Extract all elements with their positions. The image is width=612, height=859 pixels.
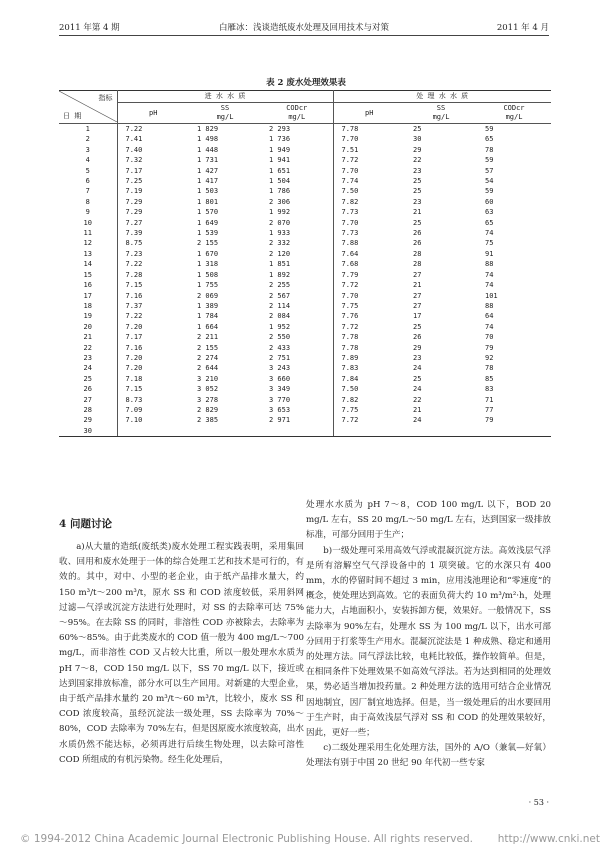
row-day-cell: 1 — [59, 124, 117, 135]
table-row — [59, 426, 551, 437]
row-day-cell: 4 — [59, 155, 117, 165]
table-cell: 1 417 — [197, 177, 219, 186]
table-cell: 2 211 — [197, 333, 219, 342]
page-number: · 53 · — [528, 798, 549, 807]
table-cell: 1 952 — [261, 322, 333, 332]
table-cell: 7.51 — [341, 145, 359, 154]
table-cell: 7.20 — [125, 364, 143, 373]
table-cell: 7.70 — [341, 135, 359, 144]
table-row — [59, 384, 551, 394]
column-header — [261, 103, 333, 124]
table-cell: 1 786 — [261, 186, 333, 196]
table-cell: 1 829 — [197, 125, 219, 133]
table-cell: 17 — [413, 312, 422, 321]
table-cell: 1 649 — [197, 218, 219, 227]
table-row — [59, 363, 551, 373]
table-cell: 7.89 — [341, 353, 359, 362]
table-cell: 25 — [413, 177, 422, 186]
table-cell: 63 — [485, 208, 494, 217]
table-row — [59, 343, 551, 353]
table-cell: 2 306 — [261, 197, 333, 207]
table-corner-cell — [59, 91, 117, 124]
table-row — [59, 322, 551, 332]
table-cell: 21 — [413, 208, 422, 217]
table-cell: 79 — [485, 416, 494, 425]
row-day-cell: 13 — [59, 249, 117, 259]
table-cell: 28 — [413, 249, 422, 258]
table-cell: 7.32 — [125, 156, 143, 165]
row-day-cell: 25 — [59, 374, 117, 384]
table-cell: 25 — [413, 125, 422, 133]
table-cell: 7.25 — [125, 177, 143, 186]
right-column — [306, 498, 551, 772]
table-row — [59, 311, 551, 321]
header-date: 2011 年 4 月 — [496, 23, 549, 33]
table-cell: 2 155 — [197, 239, 219, 248]
table-cell: 2 385 — [197, 416, 219, 425]
table-cell: 7.41 — [125, 135, 143, 144]
row-day-cell: 6 — [59, 176, 117, 186]
table-cell: 29 — [413, 145, 422, 154]
table-cell: 7.22 — [125, 260, 143, 269]
table-cell: 7.82 — [341, 197, 359, 206]
table-cell: 21 — [413, 405, 422, 414]
column-header-name: SS — [220, 104, 230, 112]
table-cell: 24 — [413, 385, 422, 394]
table-cell — [477, 426, 551, 437]
table-cell: 59 — [485, 156, 494, 165]
row-day-cell: 29 — [59, 415, 117, 425]
table-cell: 7.23 — [125, 249, 143, 258]
table-cell: 2 433 — [261, 343, 333, 353]
column-header-name: pH — [149, 108, 158, 117]
row-day-cell: 28 — [59, 405, 117, 415]
row-day-cell: 18 — [59, 301, 117, 311]
table-cell: 2 155 — [197, 343, 219, 352]
table-cell: 7.83 — [341, 364, 359, 373]
table-cell: 7.76 — [341, 312, 359, 321]
table-cell: 2 084 — [261, 311, 333, 321]
table-cell: 88 — [485, 260, 494, 269]
table-cell: 2 069 — [197, 291, 219, 300]
table-cell: 7.16 — [125, 343, 143, 352]
table-row — [59, 218, 551, 228]
row-day-cell: 23 — [59, 353, 117, 363]
table-row — [59, 249, 551, 259]
table-cell — [117, 426, 189, 437]
row-day-cell: 24 — [59, 363, 117, 373]
table-cell: 59 — [485, 125, 494, 133]
table-cell: 1 949 — [261, 145, 333, 155]
table-cell: 7.78 — [341, 125, 359, 133]
table-cell: 92 — [485, 353, 494, 362]
table-cell: 3 653 — [261, 405, 333, 415]
footer-url: http://www.cnki.net — [497, 833, 600, 845]
table-cell: 25 — [413, 322, 422, 331]
table-cell: 7.73 — [341, 229, 359, 238]
table-cell: 3 210 — [197, 374, 219, 383]
table-cell — [405, 426, 477, 437]
row-day-cell: 10 — [59, 218, 117, 228]
table-row — [59, 374, 551, 384]
column-header — [117, 103, 189, 124]
column-header-name: CODcr — [503, 104, 525, 112]
row-day-cell: 30 — [59, 426, 117, 437]
table-cell: 7.22 — [125, 125, 143, 133]
column-header — [405, 103, 477, 124]
table-cell: 74 — [485, 229, 494, 238]
table-row — [59, 280, 551, 290]
table-row — [59, 228, 551, 238]
table-cell: 1 670 — [197, 249, 219, 258]
table-cell: 7.22 — [125, 312, 143, 321]
header-article-title: 白雁冰：浅谈造纸废水处理及回用技术与对策 — [218, 23, 389, 33]
table-row — [59, 166, 551, 176]
table-cell: 2 332 — [261, 238, 333, 248]
table-cell: 7.73 — [341, 208, 359, 217]
table-cell: 2 120 — [261, 249, 333, 259]
table-cell: 1 498 — [197, 135, 219, 144]
corner-bottom-label: 日 期 — [63, 111, 82, 120]
table-cell: 7.18 — [125, 374, 143, 383]
table-cell: 28 — [413, 260, 422, 269]
table-cell: 70 — [485, 333, 494, 342]
table-cell: 64 — [485, 312, 494, 321]
table-cell: 7.72 — [341, 416, 359, 425]
table-row — [59, 259, 551, 269]
row-day-cell: 7 — [59, 186, 117, 196]
table-cell: 3 770 — [261, 395, 333, 405]
table-cell: 83 — [485, 385, 494, 394]
table-cell: 2 274 — [197, 353, 219, 362]
row-day-cell: 21 — [59, 332, 117, 342]
table-cell: 8.75 — [125, 239, 143, 248]
table-cell: 22 — [413, 156, 422, 165]
table-cell: 7.28 — [125, 270, 143, 279]
table-cell: 1 892 — [261, 270, 333, 280]
corner-top-label: 指标 — [98, 94, 113, 102]
table-cell: 71 — [485, 395, 494, 404]
table-cell: 3 278 — [197, 395, 219, 404]
table-cell: 22 — [413, 395, 422, 404]
table-cell — [189, 426, 261, 437]
table-cell: 1 784 — [197, 312, 219, 321]
table-cell: 74 — [485, 281, 494, 290]
table-row — [59, 124, 551, 135]
table-cell: 7.15 — [125, 385, 143, 394]
row-day-cell: 3 — [59, 145, 117, 155]
footer — [20, 833, 600, 845]
footer-copyright: © 1994-2012 China Academic Journal Electronic Publishing House. All rights reserved. — [20, 833, 473, 845]
row-day-cell: 9 — [59, 207, 117, 217]
row-day-cell: 16 — [59, 280, 117, 290]
row-day-cell: 26 — [59, 384, 117, 394]
row-day-cell: 5 — [59, 166, 117, 176]
body-paragraph: b)一级处理可采用高效气浮或混凝沉淀方法。高效浅层气浮是所有溶解空气气浮设备中的 1 项突破。它的水深只有 400 mm，水的停留时间不超过 3 min，应用浅池理论和“零速度”的概念，使处理达到高效。它的表面负荷大约 10 m³/m²·h，处理能力大，占地面积小，安装拆卸方便，效果好。一般情况下，SS 去除率为 90%左右，处理水 SS 为 100 mg/L 以下，出水可部分回用于打浆等生产用水。混凝沉淀法是 1 种成熟、稳定和通用的处理方法。同气浮法比较，电耗比较低，操作较简单。但是，在相同条件下处理效果不如高效气浮法。若为达到相同的处理效果，势必适当增加投药量。2 种处理方法的选用可结合企业情况因地制宜，因厂制宜地选择。但是，当一级处理后的出水要回用于生产时，由于高效浅层气浮对 SS 和 COD 的处理效果较好，因此，更好一些； — [306, 545, 551, 739]
table-cell: 24 — [413, 364, 422, 373]
table-cell: 1 933 — [261, 228, 333, 238]
table-cell: 7.70 — [341, 166, 359, 175]
table-cell: 7.10 — [125, 416, 143, 425]
table-cell: 1 318 — [197, 260, 219, 269]
table-cell: 3 349 — [261, 384, 333, 394]
table-cell: 25 — [413, 374, 422, 383]
table-row — [59, 197, 551, 207]
table-cell: 1 755 — [197, 281, 219, 290]
table-cell: 2 644 — [197, 364, 219, 373]
row-day-cell: 11 — [59, 228, 117, 238]
table-cell: 7.79 — [341, 270, 359, 279]
left-column — [59, 540, 304, 768]
table-cell: 7.72 — [341, 156, 359, 165]
table-row — [59, 291, 551, 301]
column-header-unit: mg/L — [288, 113, 306, 121]
table-cell: 7.29 — [125, 208, 143, 217]
section-heading: 4 问题讨论 — [59, 518, 112, 530]
table-cell: 85 — [485, 374, 494, 383]
row-day-cell: 22 — [59, 343, 117, 353]
table-cell: 7.64 — [341, 249, 359, 258]
table-cell — [261, 426, 333, 437]
table-cell: 26 — [413, 239, 422, 248]
body-paragraph: 处理水水质为 pH 7～8，COD 100 mg/L 以下，BOD 20 mg/L 左右，SS 20 mg/L～50 mg/L 左右，达到国家一级排放标准，可部分回用于生产； — [306, 500, 551, 541]
table-cell: 7.17 — [125, 333, 143, 342]
table-cell: 26 — [413, 229, 422, 238]
table-caption: 表 2 废水处理效果表 — [266, 78, 346, 88]
table-cell: 1 651 — [261, 166, 333, 176]
table-cell: 7.72 — [341, 322, 359, 331]
table-cell: 78 — [485, 145, 494, 154]
table-cell: 78 — [485, 364, 494, 373]
table-cell: 27 — [413, 301, 422, 310]
running-header — [59, 21, 549, 36]
body-paragraph: c)二级处理采用生化处理方法，国外的 A/O（兼氧—好氧）处理法有别于中国 20 世纪 90 年代初一些专家 — [306, 743, 551, 769]
wastewater-table — [59, 90, 551, 437]
table-cell: 1 427 — [197, 166, 219, 175]
row-day-cell: 12 — [59, 238, 117, 248]
table-cell: 75 — [485, 239, 494, 248]
table-row — [59, 301, 551, 311]
table-row — [59, 332, 551, 342]
table-cell: 7.78 — [341, 333, 359, 342]
table-cell: 30 — [413, 135, 422, 144]
row-day-cell: 19 — [59, 311, 117, 321]
table-cell: 2 751 — [261, 353, 333, 363]
table-cell: 88 — [485, 301, 494, 310]
table-cell: 1 731 — [197, 156, 219, 165]
table-cell: 101 — [485, 291, 498, 300]
table-row — [59, 176, 551, 186]
table-cell: 2 829 — [197, 405, 219, 414]
table-cell: 7.84 — [341, 374, 359, 383]
table-cell: 7.40 — [125, 145, 143, 154]
table-row — [59, 270, 551, 280]
table-cell: 2 255 — [261, 280, 333, 290]
table-row — [59, 155, 551, 165]
table-cell: 7.82 — [341, 395, 359, 404]
table-cell: 7.75 — [341, 301, 359, 310]
table-row — [59, 405, 551, 415]
table-cell: 77 — [485, 405, 494, 414]
table-cell: 57 — [485, 166, 494, 175]
table-cell: 1 941 — [261, 155, 333, 165]
table-cell: 1 851 — [261, 259, 333, 269]
group-header-treated: 处 理 水 水 质 — [333, 91, 551, 103]
table-row — [59, 186, 551, 196]
table-cell: 74 — [485, 322, 494, 331]
table-cell: 65 — [485, 135, 494, 144]
table-cell: 7.70 — [341, 218, 359, 227]
table-cell: 25 — [413, 218, 422, 227]
table-cell: 2 114 — [261, 301, 333, 311]
table-cell: 7.37 — [125, 301, 143, 310]
table-cell: 1 503 — [197, 187, 219, 196]
table-cell: 27 — [413, 270, 422, 279]
table-cell: 1 389 — [197, 301, 219, 310]
row-day-cell: 17 — [59, 291, 117, 301]
table-cell: 7.70 — [341, 291, 359, 300]
table-cell: 3 660 — [261, 374, 333, 384]
table-cell: 1 664 — [197, 322, 219, 331]
table-cell: 7.50 — [341, 385, 359, 394]
row-day-cell: 8 — [59, 197, 117, 207]
table-cell: 1 504 — [261, 176, 333, 186]
table-cell: 7.17 — [125, 166, 143, 175]
table-cell: 74 — [485, 270, 494, 279]
table-cell: 21 — [413, 281, 422, 290]
row-day-cell: 14 — [59, 259, 117, 269]
table-cell: 29 — [413, 343, 422, 352]
table-cell: 23 — [413, 166, 422, 175]
table-cell: 91 — [485, 249, 494, 258]
table-cell: 7.20 — [125, 322, 143, 331]
column-header-name: CODcr — [286, 104, 308, 112]
table-cell: 1 539 — [197, 229, 219, 238]
table-cell: 1 508 — [197, 270, 219, 279]
table-cell: 23 — [413, 197, 422, 206]
table-cell: 7.72 — [341, 281, 359, 290]
column-header-unit: mg/L — [216, 113, 234, 121]
table-cell — [333, 426, 405, 437]
row-day-cell: 20 — [59, 322, 117, 332]
table-row — [59, 134, 551, 144]
column-header-name: SS — [436, 104, 446, 112]
table-row — [59, 238, 551, 248]
table-cell: 2 070 — [261, 218, 333, 228]
table-cell: 7.15 — [125, 281, 143, 290]
table-cell: 7.75 — [341, 405, 359, 414]
table-cell: 8.73 — [125, 395, 143, 404]
table-cell: 7.78 — [341, 343, 359, 352]
table-cell: 7.88 — [341, 239, 359, 248]
table-cell: 7.68 — [341, 260, 359, 269]
table-cell: 1 992 — [261, 207, 333, 217]
table-cell: 54 — [485, 177, 494, 186]
table-row — [59, 395, 551, 405]
table-cell: 27 — [413, 291, 422, 300]
column-header — [189, 103, 261, 124]
table-cell: 1 448 — [197, 145, 219, 154]
table-cell: 7.27 — [125, 218, 143, 227]
table-cell: 7.29 — [125, 197, 143, 206]
table-cell: 7.74 — [341, 177, 359, 186]
table-cell: 2 567 — [261, 291, 333, 301]
table-cell: 23 — [413, 353, 422, 362]
table-cell: 24 — [413, 416, 422, 425]
table-cell: 79 — [485, 343, 494, 352]
row-day-cell: 15 — [59, 270, 117, 280]
table-row — [59, 415, 551, 425]
table-cell: 7.09 — [125, 405, 143, 414]
row-day-cell: 27 — [59, 395, 117, 405]
column-header-unit: mg/L — [432, 113, 450, 121]
table-cell: 26 — [413, 333, 422, 342]
group-header-inflow: 进 水 水 质 — [117, 91, 333, 103]
table-cell: 59 — [485, 187, 494, 196]
table-cell: 3 052 — [197, 385, 219, 394]
table-cell: 7.16 — [125, 291, 143, 300]
table-cell: 60 — [485, 197, 494, 206]
table-cell: 7.50 — [341, 187, 359, 196]
table-cell: 1 736 — [261, 134, 333, 144]
column-header-unit: mg/L — [505, 113, 523, 121]
table-cell: 7.20 — [125, 353, 143, 362]
table-cell: 2 550 — [261, 332, 333, 342]
table-cell: 3 243 — [261, 363, 333, 373]
table-row — [59, 145, 551, 155]
table-row — [59, 207, 551, 217]
table-cell: 65 — [485, 218, 494, 227]
table-row — [59, 353, 551, 363]
table-cell: 7.19 — [125, 187, 143, 196]
column-header-name: pH — [365, 108, 374, 117]
header-issue: 2011 年第 4 期 — [59, 23, 120, 33]
table-cell: 2 293 — [261, 124, 333, 135]
table-cell: 1 801 — [197, 197, 219, 206]
table-cell: 7.39 — [125, 229, 143, 238]
body-paragraph: a)从大量的造纸(废纸类)废水处理工程实践表明，采用集回收、回用和废水处理于一体的综合处理工艺和技术是可行的，有效的。其中，对中、小型的老企业，由于纸产品排水量大，约 150 m³/t～200 m³/t，原水 SS 和 COD 浓度较低，采用斜网过滤—气浮或沉淀方法进行处理时，对 SS 的去除率可达 75%～95%。在去除 SS 的同时，非溶性 COD 亦被除去，去除率为 60%～85%。由于此类废水的 COD 值一般为 400 mg/L～700 mg/L，而非溶性 COD 又占较大比重，所以一般处理水水质为 pH 7～8，COD 150 mg/L 以下，SS 70 mg/L 以下，接近或达到国家排放标准，部分水可以生产回用。对新建的大型企业，由于纸产品排水量约 20 m³/t～60 m³/t，比较小，废水 SS 和 COD 浓度较高，虽经沉淀法一级处理，SS 去除率为 70%～80%，COD 去除率为 70%左右，但是因原废水浓度较高，出水水质仍然不能达标，必须再进行后续生物处理，以去除可溶性 COD 所组成的有机污染物。经生化处理后， — [59, 542, 305, 765]
column-header — [333, 103, 405, 124]
row-day-cell: 2 — [59, 134, 117, 144]
table-cell: 1 570 — [197, 208, 219, 217]
table-cell: 2 971 — [261, 415, 333, 425]
column-header — [477, 103, 551, 124]
table-cell: 25 — [413, 187, 422, 196]
